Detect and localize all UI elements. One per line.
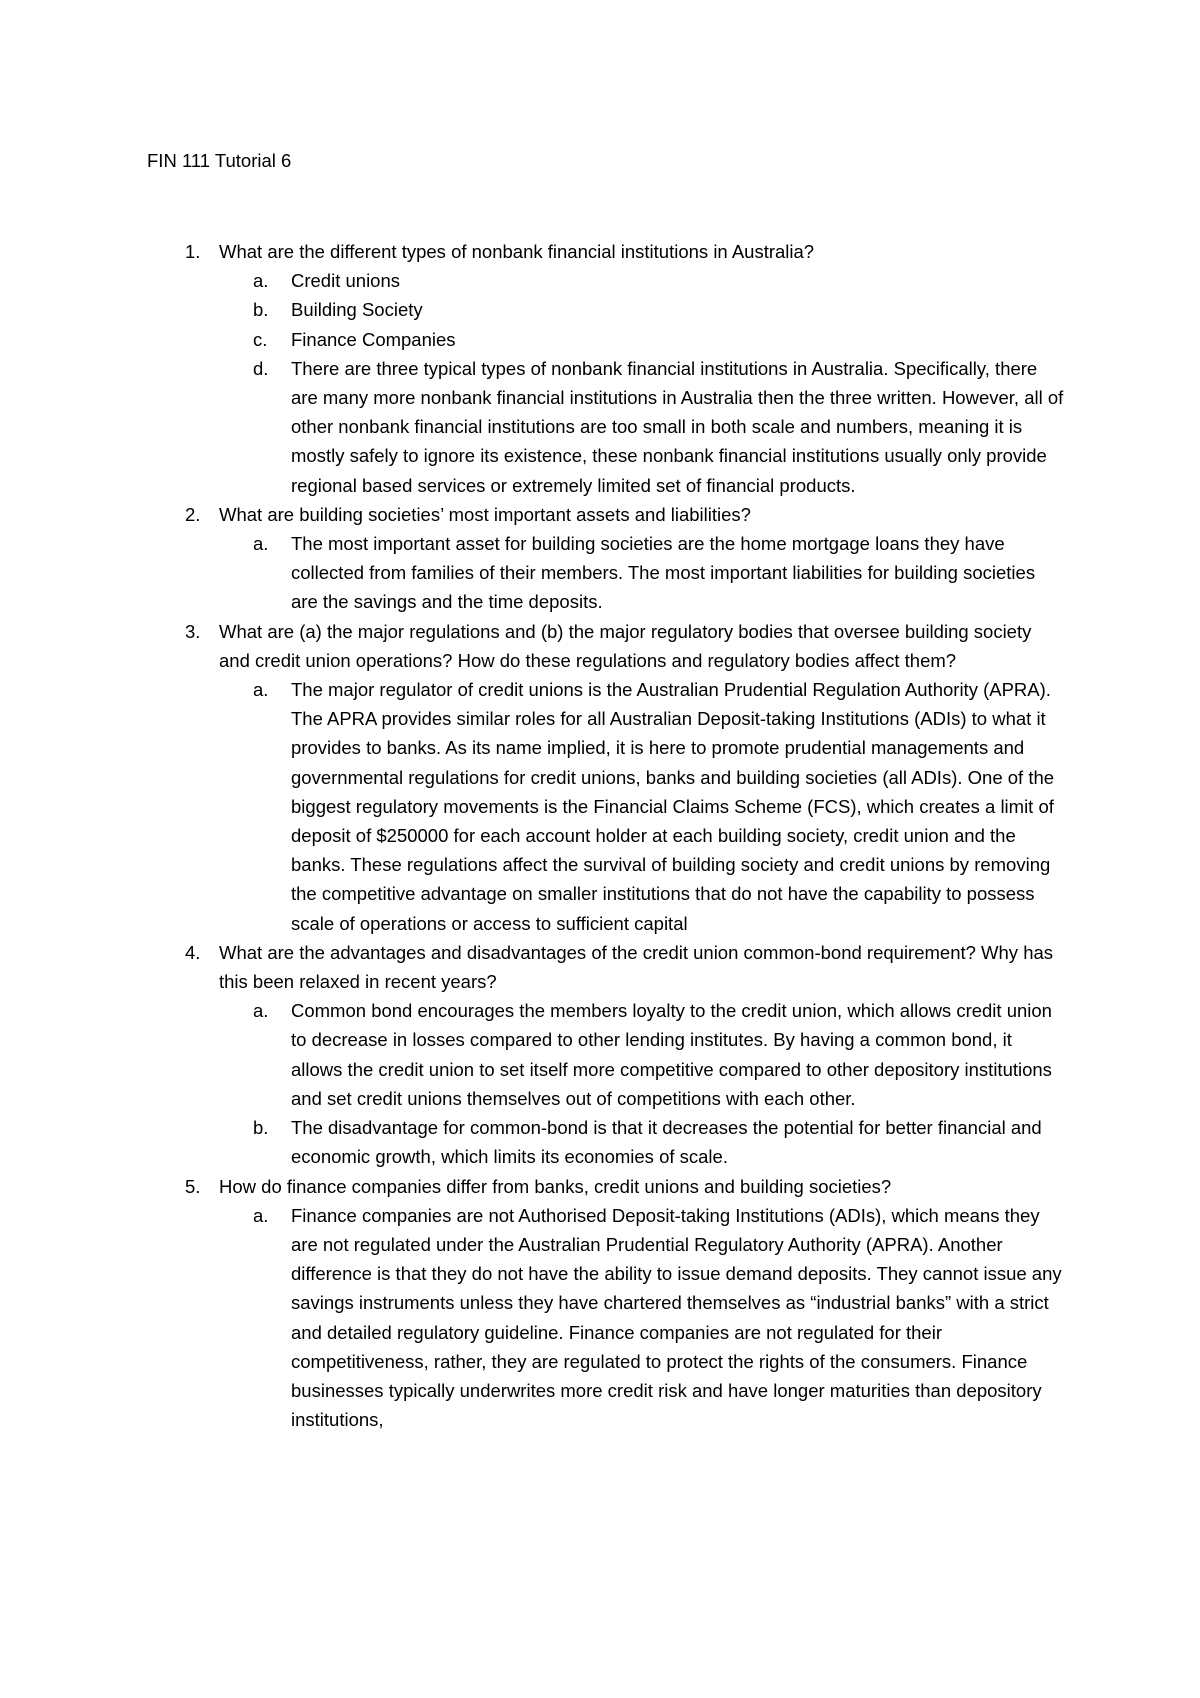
question-number: 4. [185,941,201,963]
question-text: What are building societies’ most important assets and liabilities? [219,503,751,525]
question-number: 2. [185,503,201,525]
answer-letter: b. [253,299,269,321]
answer-text: Building Society [291,299,423,321]
question-text: How do finance companies differ from banks, credit unions and building societies? [219,1175,892,1197]
answer-list [219,996,1064,1171]
question-text: What are the advantages and disadvantages of the credit union common-bond requirement? Why has this been relaxed in recent years? [219,941,1054,993]
answer-item [219,675,1064,938]
answer-letter: b. [253,1117,269,1139]
answer-item [219,295,1064,324]
question-number: 3. [185,620,201,642]
question-1 [0,237,1064,500]
document-title: FIN 111 Tutorial 6 [147,150,292,171]
question-3 [0,617,1064,938]
question-number: 5. [185,1175,201,1197]
question-text: What are (a) the major regulations and (b) the major regulatory bodies that oversee building society and credit union operations? How do these regulations and regulatory bodies affect them? [219,620,1032,671]
answer-letter: a. [253,1204,269,1226]
answer-letter: a. [253,533,269,555]
answer-letter: c. [253,328,268,350]
answer-text: There are three typical types of nonbank financial institutions in Australia. Specifically, there are many more nonbank financial institutions in Australia then the three written. However, all of other nonbank financial institutions are too small in both scale and numbers, meaning it is mostly safely to ignore its existence, these nonbank financial institutions usually only provide regional based services or extremely limited set of financial products. [291,357,1064,496]
question-list [0,237,1200,1434]
question-text: What are the different types of nonbank financial institutions in Australia? [219,241,815,262]
answer-text: Common bond encourages the members loyalty to the credit union, which allows credit union to decrease in losses compared to other lending institutes. By having a common bond, it allows the credit union to set itself more competitive compared to other depository institutions and set credit unions themselves out of competitions with each other. [291,1000,1052,1109]
answer-letter: d. [253,357,269,379]
answer-item [219,529,1064,617]
answer-text: The most important asset for building societies are the home mortgage loans they have collected from families of their members. The most important liabilities for building societies are the savings and the time deposits. [291,533,1036,613]
question-4 [0,938,1064,1172]
answer-item [219,266,1064,295]
answer-list [219,266,1064,500]
answer-text: The major regulator of credit unions is the Australian Prudential Regulation Authority (APRA). The APRA provides similar roles for all Australian Deposit-taking Institutions (ADIs) to what it provides to banks. As its name implied, it is here to promote prudential managements and governmental regulations for credit unions, banks and building societies (all ADIs). One of the biggest regulatory movements is the Financial Claims Scheme (FCS), which creates a limit of deposit of $250000 for each account holder at each building society, credit union and the banks. These regulations affect the survival of building society and credit unions by removing the competitive advantage on smaller institutions that do not have the capability to possess scale of operations or access to sufficient capital [291,679,1055,934]
answer-letter: a. [253,679,269,701]
answer-text: Finance companies are not Authorised Deposit-taking Institutions (ADIs), which means they are not regulated under the Australian Prudential Regulatory Authority (APRA). Another difference is that they do not have the ability to issue demand deposits. They cannot issue any savings instruments unless they have chartered themselves as “industrial banks” with a strict and detailed regulatory guideline. Finance companies are not regulated for their competitiveness, rather, they are regulated to protect the rights of the consumers. Finance businesses typically underwrites more credit risk and have longer maturities than depository institutions, [291,1204,1062,1431]
answer-list [219,1201,1064,1435]
answer-letter: a. [253,1000,269,1022]
question-5 [0,1172,1064,1435]
answer-item [219,354,1064,500]
answer-item [219,325,1064,354]
answer-letter: a. [253,270,269,292]
question-2 [0,500,1064,617]
answer-text: Finance Companies [291,328,456,350]
answer-item [219,1113,1064,1171]
answer-item [219,1201,1064,1435]
answer-text: The disadvantage for common-bond is that it decreases the potential for better financial and economic growth, which limits its economies of scale. [291,1117,1042,1168]
answer-item [219,996,1064,1113]
answer-list [219,529,1064,617]
question-number: 1. [185,241,201,262]
answer-list [219,675,1064,938]
answer-text: Credit unions [291,270,401,292]
